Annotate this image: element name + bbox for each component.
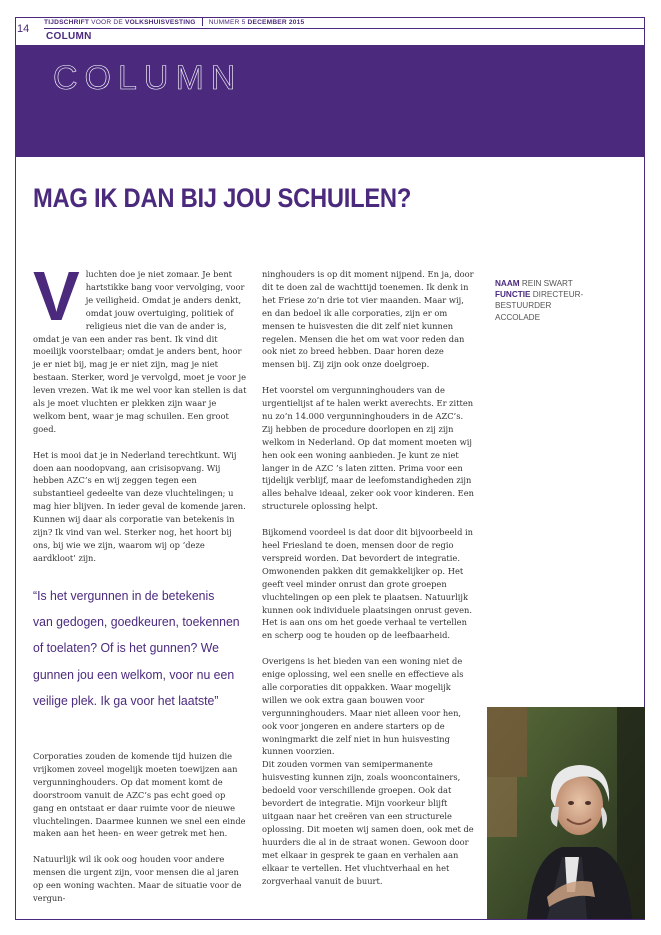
section-banner [15,45,645,157]
paragraph: ninghouders is op dit moment nijpend. En ja, door dit te doen zal de wachttijd toenemen. Ik denk in het Friese zo’n drie tot vier maanden. Maar wij, en dan bedoel ik alle corporaties, zijn er om mensen te huisvesten die dit zelf niet kunnen regelen. Mensen die het om wat voor reden dan ook niet zo breed hebben. Daar horen deze mensen bij. Zij zijn ook onze doelgroep. [262,269,474,370]
column-left-bottom [33,750,247,918]
author-name-row [495,278,635,289]
paragraph: Overigens is het bieden van een woning niet de enige oplossing, wel een snelle en effectieve als alle corporaties dit oppakken. Waar mogelijk willen we ook extra gaan bouwen voor vergunninghouders. Maar niet alleen voor hen, ook voor jongeren en andere starters op de woningmarkt die zelf niet in hun huisvesting kunnen voorzien. [262,656,464,757]
magazine-line [44,18,304,26]
column-left [33,257,247,578]
author-portrait-photo [487,707,645,919]
magazine-mid: VOOR DE [91,18,123,26]
paragraph: Het is mooi dat je in Nederland terechtkunt. Wij doen aan noodopvang, aan crisisopvang. Wij hebben AZC’s en wij zeggen tegen een substantieel gedeelte van deze vluchtelingen; u mag hier blijven. In ieder geval de komende jaren. Kunnen wij daar als corporatie van betekenis in zijn? Ik vind van wel. Sterker nog, het hoort bij ons, bij wie we zijn, waarom wij op ‘deze aardkloot’ zijn. [33,449,246,563]
section-label: COLUMN [46,31,92,42]
column-middle [262,268,476,900]
paragraph-text: luchten doe je niet zomaar. Je bent hartstikke bang voor vervolging, voor je veiligheid. Omdat je anders denkt, omdat jouw overtuiging, politiek of religieus niet die van de ander is, omdat je van een ander ras bent. Ik vind dit moeilijk voorstelbaar; omdat je anders bent, hoor je er niet bij, mag je er niet zijn, mag je niet bestaan. Sterker, word je vervolgd, moet je voor je leven vrezen. Wat ik me wel voor kan stellen is dat als je moet vluchten er plekken zijn waar je welkom bent, waar je mag schuilen. Een groot goed. [33,269,247,434]
quote-line: van gedogen, goedkeuren, toekennen [33,614,240,630]
header-rule [44,28,645,29]
author-function-row [495,289,635,311]
magazine-name: VOLKSHUISVESTING [124,18,196,26]
portrait-illustration [487,707,645,919]
paragraph: Dit zouden vormen van semipermanente huisvesting kunnen zijn, zoals wooncontainers, bedoeld voor verschillende groepen. Ook dat bevordert de integratie. Mijn voorkeur blijft uitgaan naar het creëren van een structurele oplossing. Dit moeten wij samen doen, ook met de huurders die al in de straat wonen. Gewoon door met elkaar in gesprek te gaan en verhalen aan elkaar te vertellen. Het vluchtverhaal en het zorgverhaal vanuit de buurt. [262,759,474,886]
paragraph: Natuurlijk wil ik ook oog houden voor andere mensen die urgent zijn, voor mensen die al jaren op een woning wachten. Maar de situatie voor de vergun- [33,854,242,903]
running-header [44,17,645,45]
quote-line: gunnen jou een welkom, voor nu een [33,666,235,682]
name-label: NAAM [495,279,520,288]
paragraph: Corporaties zouden de komende tijd huizen die vrijkomen zoveel mogelijk moeten toewijzen aan vergunninghouders. Op dat moment komt de doorstroom vanuit de AZC’s pas echt goed op gang en ontstaat er daar ruimte voor de nieuwe vluchtelingen. Daarmee kunnen we snel een einde maken aan het heen- en weer getrek met hen. [33,751,246,839]
author-organisation: ACCOLADE [495,312,541,322]
magazine-prefix: TIJDSCHRIFT [44,18,90,26]
issue-date: DECEMBER 2015 [247,18,305,26]
issue-label: NUMMER 5 [208,18,246,26]
author-name: REIN SWART [521,279,573,288]
page-number: 14 [17,23,30,35]
author-function: DIRECTEUR-BESTUURDER [495,290,584,311]
quote-line: “Is het vergunnen in de betekenis [33,588,215,603]
paragraph [33,257,247,436]
pull-quote [33,583,240,714]
function-label: FUNCTIE [495,290,531,300]
paragraph: Het voorstel om vergunninghouders van de urgentielijst af te halen werkt averechts. Er zitten nu zo’n 14.000 vergunninghouders in de AZC’s. Zij hebben de procedure doorlopen en zij zijn welkom in Nederland. Op dat moment moeten wij hen ook een woning aanbieden. Je kunt ze niet langer in de AZC ’s laten zitten. Prima voor een tijdelijk verblijf, maar de leefomstandigheden zijn alles behalve ideaal, zeker ook voor kinderen. Een structurele oplossing helpt. [262,385,474,512]
dropcap: V [33,257,80,335]
quote-line: of toelaten? Of is het gunnen? We [33,640,219,656]
quote-line: veilige plek. Ik ga voor het laatste” [33,692,219,708]
author-info [495,278,635,323]
article-headline: MAG IK DAN BIJ JOU SCHUILEN? [33,183,412,213]
banner-title: COLUMN [53,59,243,97]
header-separator [202,18,203,26]
paragraph: Bijkomend voordeel is dat door dit bijvoorbeeld in heel Friesland te doen, mensen door de regio verspreid worden. Dat bevordert de integratie. Omwonenden pakken dit gemakkelijker op. Het geeft veel minder onrust dan grote groepen vluchtelingen op een plek te plaatsen. Natuurlijk kunnen ook individuele plaatsingen onrust geven. Het is aan ons om het goede verhaal te vertellen en scherp oog te houden op de leefbaarheid. [262,527,474,641]
